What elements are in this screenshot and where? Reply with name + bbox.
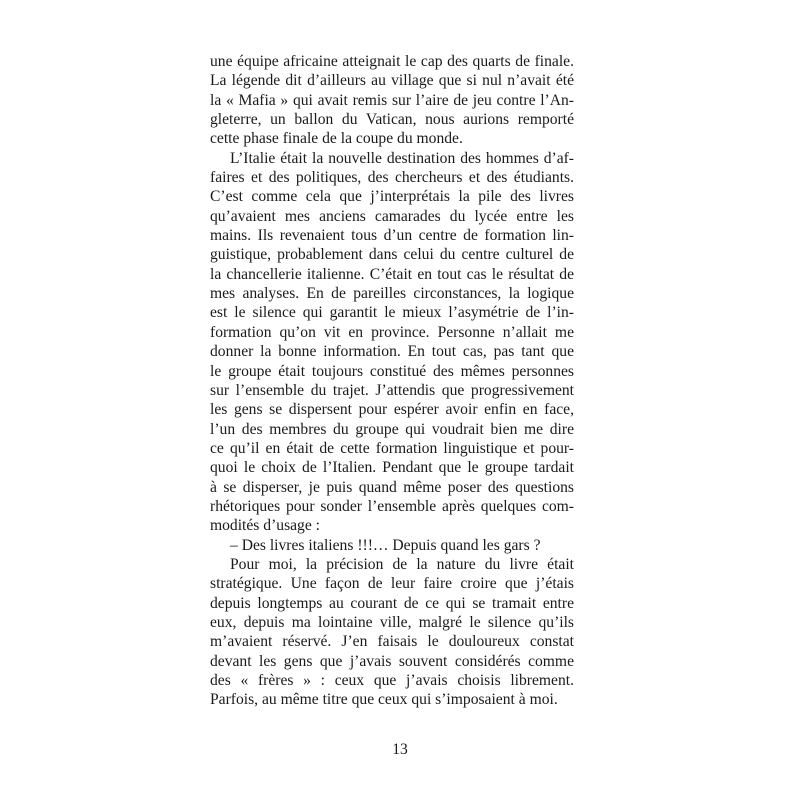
text-line: à se disperser, je puis quand même poser des questions <box>210 478 574 496</box>
text-line: quoi le choix de l’Italien. Pendant que le groupe tardait <box>210 459 574 477</box>
text-line: L’Italie était la nouvelle destination des hommes d’af- <box>230 149 574 167</box>
text-line: guistique, probablement dans celui du centre culturel de <box>210 246 574 264</box>
text-line: La légende dit d’ailleurs au village que si nul n’avait été <box>210 72 574 90</box>
paragraph <box>210 555 574 710</box>
text-line: est le silence qui garantit le mieux l’asymétrie de l’in- <box>210 304 574 322</box>
text-line: le groupe était toujours constitué des mêmes personnes <box>210 362 574 380</box>
text-line: gleterre, un ballon du Vatican, nous aurions remporté <box>210 111 574 129</box>
text-line: faires et des politiques, des chercheurs et des étudiants. <box>210 169 574 187</box>
text-line: depuis longtemps au courant de ce qui se tramait entre <box>210 594 574 612</box>
text-line: mes analyses. En de pareilles circonstances, la logique <box>210 285 574 303</box>
text-line: la « Mafia » qui avait remis sur l’aire de jeu contre l’An- <box>210 91 574 109</box>
text-line: eux, depuis ma lointaine ville, malgré le silence qu’ils <box>210 613 574 631</box>
paragraph <box>210 149 574 536</box>
text-line: des « frères » : ceux que j’avais choisis librement. <box>210 672 574 689</box>
text-line: rhétoriques pour sonder l’ensemble après quelques com- <box>210 497 574 515</box>
text-line: les gens se dispersent pour espérer avoir enfin en face, <box>210 401 574 419</box>
text-line: stratégique. Une façon de leur faire croire que j’étais <box>210 575 574 593</box>
page-number: 13 <box>392 741 408 758</box>
paragraph <box>210 536 574 555</box>
text-line: m’avaient réservé. J’en faisais le douloureux constat <box>210 633 574 651</box>
text-line: Pour moi, la précision de la nature du livre était <box>230 555 574 573</box>
text-line: devant les gens que j’avais souvent considérés comme <box>210 652 574 670</box>
text-line: l’un des membres du groupe qui voudrait bien me dire <box>210 420 574 438</box>
text-line: cette phase finale de la coupe du monde. <box>210 130 463 148</box>
text-line: Parfois, au même titre que ceux qui s’imposaient à moi. <box>210 691 558 709</box>
text-line: modités d’usage : <box>210 517 321 535</box>
paragraph <box>210 52 574 149</box>
body-text <box>210 52 574 710</box>
text-line: mains. Ils revenaient tous d’un centre de formation lin- <box>210 227 574 245</box>
text-line: ce qu’il en était de cette formation linguistique et pour- <box>210 439 574 457</box>
text-line: la chancellerie italienne. C’était en tout cas le résultat de <box>210 265 574 283</box>
text-line: C’est comme cela que j’interprétais la pile des livres <box>210 188 574 206</box>
text-line: donner la bonne information. En tout cas, pas tant que <box>210 343 574 361</box>
text-line: sur l’ensemble du trajet. J’attendis que progressivement <box>210 381 574 399</box>
text-line: une équipe africaine atteignait le cap des quarts de finale. <box>210 53 574 70</box>
text-line: formation qu’on vit en province. Personne n’allait me <box>210 323 574 341</box>
text-line: qu’avaient mes anciens camarades du lycée entre les <box>210 207 574 225</box>
text-line: – Des livres italiens !!!… Depuis quand les gars ? <box>230 536 541 554</box>
